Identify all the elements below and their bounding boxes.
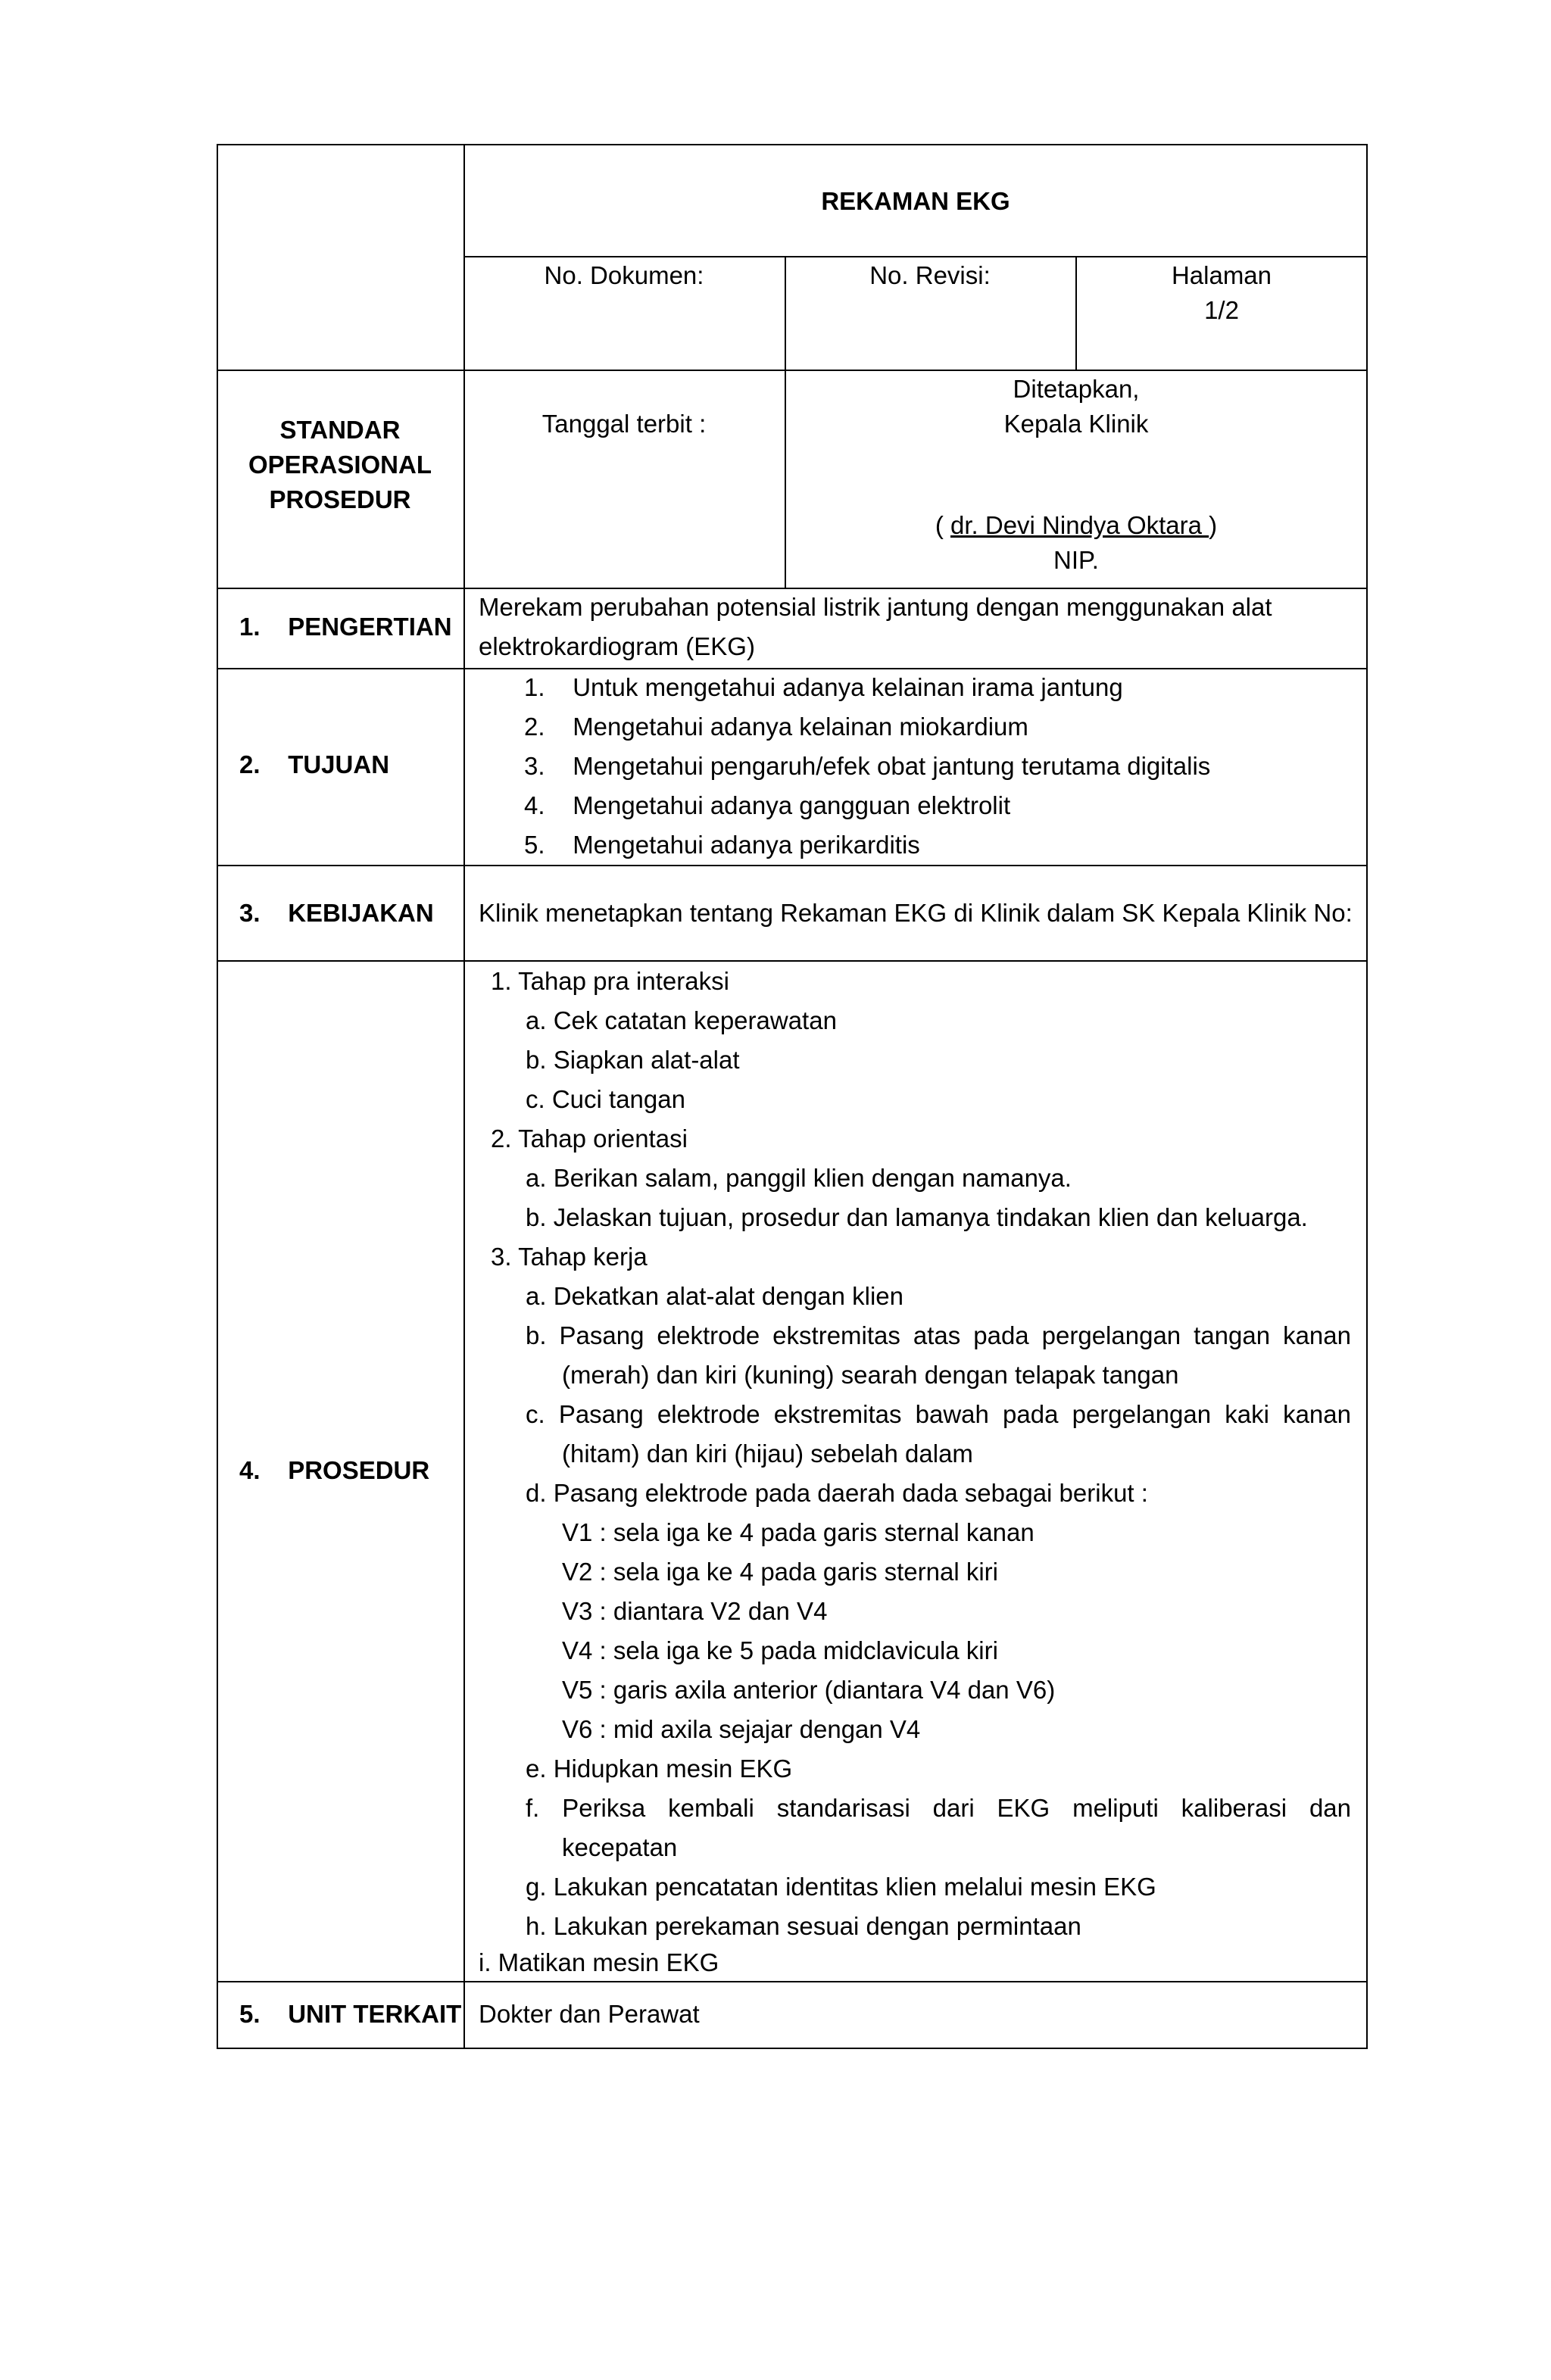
tujuan-item: 2. Mengetahui adanya kelainan miokardium: [524, 713, 1028, 741]
prosedur-step: a. Dekatkan alat-alat dengan klien: [526, 1282, 903, 1310]
prosedur-lead-item: V5 : garis axila anterior (diantara V4 dan V6): [562, 1676, 1056, 1704]
section-label-prosedur: 4. PROSEDUR: [239, 1456, 430, 1484]
prosedur-step: g. Lakukan pencatatan identitas klien melalui mesin EKG: [526, 1873, 1156, 1901]
section-label-unit-terkait: 5. UNIT TERKAIT: [239, 2000, 462, 2028]
table-divider-tujuan: [217, 865, 1368, 866]
prosedur-stage: 3. Tahap kerja: [491, 1243, 648, 1271]
kebijakan-text: Klinik menetapkan tentang Rekaman EKG di Klinik dalam SK Kepala Klinik No:: [479, 899, 1353, 927]
prosedur-step: b. Siapkan alat-alat: [526, 1046, 740, 1074]
table-border-top: [217, 144, 1368, 145]
table-divider-prosedur: [217, 1981, 1368, 1982]
tujuan-item: 5. Mengetahui adanya perikarditis: [524, 831, 920, 859]
unit-terkait-text: Dokter dan Perawat: [479, 2000, 700, 2028]
sop-title-line1: STANDAR: [279, 416, 401, 444]
halaman-value: 1/2: [1204, 296, 1239, 324]
prosedur-step: a. Berikan salam, panggil klien dengan namanya.: [526, 1164, 1072, 1192]
tujuan-item: 3. Mengetahui pengaruh/efek obat jantung terutama digitalis: [524, 752, 1211, 780]
signer-name: dr. Devi Nindya Oktara: [950, 511, 1209, 539]
prosedur-lead-item: V4 : sela iga ke 5 pada midclavicula kiri: [562, 1636, 998, 1664]
prosedur-step: d. Pasang elektrode pada daerah dada sebagai berikut :: [526, 1479, 1148, 1507]
nip-label: NIP.: [1053, 546, 1099, 574]
prosedur-step: e. Hidupkan mesin EKG: [526, 1755, 793, 1783]
section-label-pengertian: 1. PENGERTIAN: [239, 613, 452, 641]
prosedur-lead-item: V2 : sela iga ke 4 pada garis sternal kiri: [562, 1558, 998, 1586]
prosedur-step: i. Matikan mesin EKG: [479, 1948, 719, 1976]
prosedur-step-cont: (hitam) dan kiri (hijau) sebelah dalam: [562, 1440, 973, 1468]
kepala-klinik-label: Kepala Klinik: [1003, 410, 1149, 438]
prosedur-step: b. Pasang elektrode ekstremitas atas pada pergelangan tangan kanan: [526, 1321, 1351, 1349]
no-dokumen-label: No. Dokumen:: [544, 261, 704, 289]
prosedur-lead-item: V1 : sela iga ke 4 pada garis sternal kanan: [562, 1518, 1035, 1546]
prosedur-stage: 2. Tahap orientasi: [491, 1124, 688, 1153]
tanggal-terbit-label: Tanggal terbit :: [541, 410, 707, 438]
signer-close-paren: ): [1209, 511, 1218, 539]
prosedur-lead-item: V6 : mid axila sejajar dengan V4: [562, 1715, 921, 1743]
sop-title-line3: PROSEDUR: [269, 485, 411, 513]
table-divider-kebijakan: [217, 960, 1368, 962]
prosedur-step: a. Cek catatan keperawatan: [526, 1006, 837, 1034]
document-title: REKAMAN EKG: [821, 187, 1010, 215]
pengertian-line2: elektrokardiogram (EKG): [479, 632, 755, 660]
tujuan-item: 4. Mengetahui adanya gangguan elektrolit: [524, 791, 1011, 819]
sop-title-line2: OPERASIONAL: [248, 451, 432, 479]
prosedur-step: h. Lakukan perekaman sesuai dengan permintaan: [526, 1912, 1081, 1940]
section-label-kebijakan: 3. KEBIJAKAN: [239, 899, 434, 927]
tujuan-item: 1. Untuk mengetahui adanya kelainan irama jantung: [524, 673, 1123, 701]
section-label-tujuan: 2. TUJUAN: [239, 750, 390, 778]
prosedur-step: b. Jelaskan tujuan, prosedur dan lamanya tindakan klien dan keluarga.: [526, 1203, 1308, 1231]
prosedur-step-cont: (merah) dan kiri (kuning) searah dengan telapak tangan: [562, 1361, 1179, 1389]
ditetapkan-label: Ditetapkan,: [1013, 375, 1140, 403]
signer-line: [785, 506, 1368, 545]
prosedur-step: c. Cuci tangan: [526, 1085, 685, 1113]
halaman-label: Halaman: [1171, 261, 1272, 289]
prosedur-step: c. Pasang elektrode ekstremitas bawah pada pergelangan kaki kanan: [526, 1400, 1351, 1428]
prosedur-step: f. Periksa kembali standarisasi dari EKG meliputi kaliberasi dan: [526, 1794, 1351, 1822]
prosedur-step-cont: kecepatan: [562, 1833, 678, 1861]
pengertian-line1: Merekam perubahan potensial listrik jantung dengan menggunakan alat: [479, 593, 1272, 621]
prosedur-stage: 1. Tahap pra interaksi: [491, 967, 729, 995]
prosedur-lead-item: V3 : diantara V2 dan V4: [562, 1597, 828, 1625]
no-revisi-label: No. Revisi:: [869, 261, 991, 289]
table-border-bottom: [217, 2048, 1368, 2049]
signer-open-paren: (: [935, 511, 951, 539]
